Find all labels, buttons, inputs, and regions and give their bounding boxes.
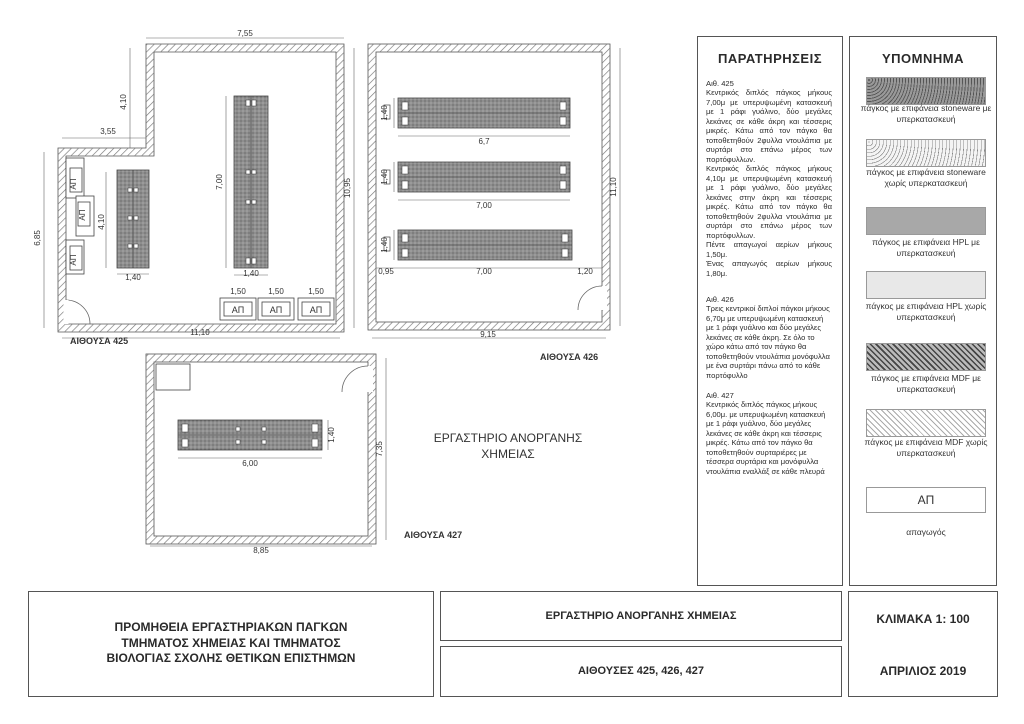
dim-426-b1w: 1,40 bbox=[380, 105, 389, 121]
dim-426-bottom: 9,15 bbox=[480, 330, 496, 339]
dim-427-bottom: 8,85 bbox=[253, 546, 269, 555]
benches-426 bbox=[384, 98, 572, 260]
dim-426-gap-right: 1,20 bbox=[577, 267, 593, 276]
center-lab-title: ΕΡΓΑΣΤΗΡΙΟ ΑΝΟΡΓΑΝΗΣ ΧΗΜΕΙΑΣ bbox=[433, 431, 583, 462]
dim-427-bench-w: 1,40 bbox=[327, 427, 336, 443]
room-426-label: ΑΙΘΟΥΣΑ 426 bbox=[540, 352, 599, 362]
legend-swatch-mdf-plain bbox=[866, 409, 986, 437]
dim-425-bench-w2: 1,40 bbox=[243, 269, 259, 278]
notes-title: ΠΑΡΑΤΗΡΗΣΕΙΣ bbox=[717, 51, 823, 66]
hood-425-left-1: ΑΠ bbox=[69, 178, 78, 190]
dim-425-left: 6,85 bbox=[33, 230, 42, 246]
legend-label-mdf-plain: πάγκος με επιφάνεια MDF χωρίς υπερκατασκευή bbox=[864, 437, 988, 458]
dim-425-hood-1: 1,50 bbox=[230, 287, 246, 296]
dim-425-bench-w1: 1,40 bbox=[125, 273, 141, 282]
dim-427-bench-len: 6,00 bbox=[242, 459, 258, 468]
hood-425-bottom-2: ΑΠ bbox=[269, 305, 283, 315]
legend-label-hpl-plain: πάγκος με επιφάνεια HPL χωρίς υπερκατασκευή bbox=[865, 301, 987, 322]
dim-426-b2w: 1,40 bbox=[380, 169, 389, 185]
legend-label-stoneware-upper: πάγκος με επιφάνεια stoneware με υπερκατασκευή bbox=[860, 103, 992, 124]
dim-426-b2-len: 7,00 bbox=[476, 201, 492, 210]
dim-425-bench-len: 7,00 bbox=[215, 174, 224, 190]
bench-425-long bbox=[234, 96, 268, 268]
dim-426-gap-left: 0,95 bbox=[378, 267, 394, 276]
legend-swatch-hood: ΑΠ bbox=[866, 487, 986, 513]
legend-panel bbox=[849, 36, 997, 586]
bench-427 bbox=[178, 420, 322, 450]
room-425-label: ΑΙΘΟΥΣΑ 425 bbox=[70, 336, 129, 346]
legend-swatch-hpl-plain bbox=[866, 271, 986, 299]
titleblock-project bbox=[28, 591, 434, 697]
lab-name: ΕΡΓΑΣΤΗΡΙΟ ΑΝΟΡΓΑΝΗΣ ΧΗΜΕΙΑΣ bbox=[545, 610, 737, 622]
legend-label-hood: απαγωγός bbox=[906, 527, 946, 537]
bench-425-short bbox=[117, 170, 149, 268]
notes-room-425: Αιθ. 425 Κεντρικός διπλός πάγκος μήκους 7,00μ με υπερυψωμένη κατασκευή με 1 ράφι γυάλινο, δύο μεγάλες λεκάνες σε κάθε άκρη και τέσσερις μικρές. Κάτω από τον πάγκο θα τοποθετηθούν 2φυλλα ντουλάπια με συρτάρι στο επάνω μέρος των πορτόφυλλων. Κεντρικός διπλός πάγκος μήκους 4,10μ με υπερυψωμένη κατασκευή με 1 ράφι γυάλινο, δύο μεγάλες λεκάνες στην άκρη και τέσσερις μικρές. Κάτω από τον πάγκο θα τοποθετηθούν 2φυλλα ντουλάπια με συρτάρι στο επάνω μέρος των πορτόφυλλων. Πέντε απαγωγοί αερίων μήκους 1,50μ. Ένας απαγωγός αερίων μήκους 1,80μ. bbox=[706, 79, 832, 278]
date-label: ΑΠΡΙΛΙΟΣ 2019 bbox=[879, 664, 967, 678]
room-425-walls bbox=[58, 44, 344, 332]
legend-swatch-stoneware-upper bbox=[866, 77, 986, 105]
dim-425-right: 10,95 bbox=[343, 177, 352, 199]
legend-swatch-hpl-upper bbox=[866, 207, 986, 235]
dim-425-step: 3,55 bbox=[100, 127, 116, 136]
rooms-list: ΑΙΘΟΥΣΕΣ 425, 426, 427 bbox=[577, 665, 705, 677]
room-426-dimensions bbox=[372, 48, 620, 338]
dim-426-right: 11,10 bbox=[609, 177, 618, 197]
room-427-label: ΑΙΘΟΥΣΑ 427 bbox=[404, 530, 463, 540]
legend-label-stoneware-plain: πάγκος με επιφάνεια stoneware χωρίς υπερκατασκευή bbox=[866, 167, 986, 188]
dim-425-top: 7,55 bbox=[237, 29, 253, 38]
notes-room-427: Αιθ. 427 Κεντρικός διπλός πάγκος μήκους 6,00μ. με υπερυψωμένη κατασκευή με 1 ράφι γυάλινο, δύο μεγάλες λεκάνες σε κάθε άκρη και τέσσερις μικρές. Κάτω από τον πάγκο θα τοποθετηθούν συρταριέρες με τέσσερα συρτάρια και μονόφυλλα ντουλάπια εναλλάξ σε κάθε πλευρά bbox=[706, 391, 826, 476]
dim-425-inner: 4,10 bbox=[97, 214, 106, 230]
legend-swatch-stoneware-plain bbox=[866, 139, 986, 167]
dim-426-b3w: 1,40 bbox=[380, 237, 389, 253]
notes-panel bbox=[697, 36, 843, 586]
dim-426-b1-len: 6,7 bbox=[478, 137, 490, 146]
hood-425-bottom-3: ΑΠ bbox=[309, 305, 323, 315]
notes-room-426: Αιθ. 426 Τρεις κεντρικοί διπλοί πάγκοι μήκους 6,70μ με υπερυψωμένη κατασκευή με 1 ράφι γυάλινο και δύο μεγάλες λεκάνες σε κάθε άκρη. Σε όλο το χώρο κάτω από τον πάγκο θα τοποθετηθούν ντουλάπια μονόφυλλα με ένα συρτάρι πάνω από το κάθε πορτόφυλλο bbox=[706, 295, 830, 380]
dim-425-upper-left: 4,10 bbox=[119, 94, 128, 110]
titleblock-scale-date bbox=[848, 591, 998, 697]
scale-label: ΚΛΙΜΑΚΑ 1: 100 bbox=[876, 612, 970, 626]
dim-425-hood-2: 1,50 bbox=[268, 287, 284, 296]
hood-425-bottom-1: ΑΠ bbox=[231, 305, 245, 315]
dim-425-hood-3: 1,50 bbox=[308, 287, 324, 296]
hood-425-left-3: ΑΠ bbox=[69, 254, 78, 266]
dim-426-b3-len: 7,00 bbox=[476, 267, 492, 276]
legend-label-hpl-upper: πάγκος με επιφάνεια HPL με υπερκατασκευή bbox=[872, 237, 980, 258]
legend-title: ΥΠΟΜΝΗΜΑ bbox=[882, 51, 964, 66]
legend-swatch-mdf-upper bbox=[866, 343, 986, 371]
hood-425-left-2: ΑΠ bbox=[78, 209, 87, 221]
legend-label-mdf-upper: πάγκος με επιφάνεια MDF με υπερκατασκευή bbox=[871, 373, 981, 394]
dim-425-bottom: 11,10 bbox=[190, 328, 210, 337]
titleblock-rooms bbox=[440, 646, 842, 697]
project-title: ΠΡΟΜΗΘΕΙΑ ΕΡΓΑΣΤΗΡΙΑΚΩΝ ΠΑΓΚΩΝ ΤΜΗΜΑΤΟΣ ΧΗΜΕΙΑΣ ΚΑΙ ΤΜΗΜΑΤΟΣ ΒΙΟΛΟΓΙΑΣ ΣΧΟΛΗΣ ΘΕΤΙΚΩΝ ΕΠΙΣΤΗΜΩΝ bbox=[106, 620, 356, 666]
titleblock-lab bbox=[440, 591, 842, 641]
dim-427-right: 7,35 bbox=[375, 441, 384, 457]
